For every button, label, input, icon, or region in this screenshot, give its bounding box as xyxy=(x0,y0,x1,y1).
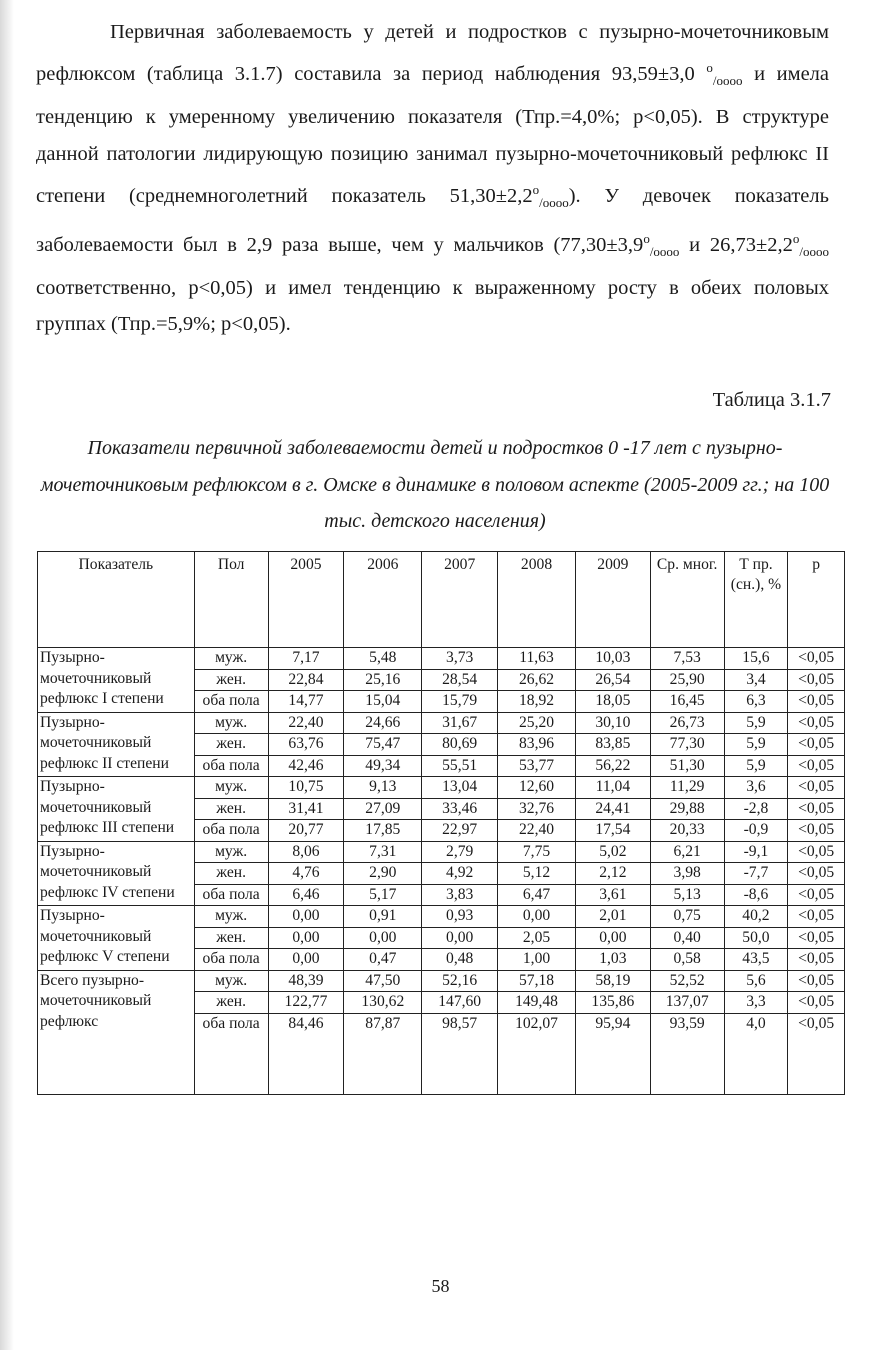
value-cell: 40,2 xyxy=(724,906,788,928)
value-cell: 0,40 xyxy=(650,927,724,949)
column-header: Т пр. (сн.), % xyxy=(724,552,788,648)
value-cell: 15,79 xyxy=(422,691,498,713)
value-cell: 47,50 xyxy=(344,970,422,992)
sex-cell: муж. xyxy=(194,777,268,799)
indicator-name: Пузырно-мочеточниковый рефлюкс III степени xyxy=(38,777,195,842)
value-cell: 84,46 xyxy=(268,1013,344,1094)
page-number: 58 xyxy=(431,1276,450,1296)
value-cell: 5,9 xyxy=(724,755,788,777)
incidence-table xyxy=(37,551,845,1095)
value-cell: 5,48 xyxy=(344,648,422,670)
table-row xyxy=(38,841,845,863)
value-cell: 52,16 xyxy=(422,970,498,992)
value-cell: 15,6 xyxy=(724,648,788,670)
value-cell: 0,75 xyxy=(650,906,724,928)
value-cell: 147,60 xyxy=(422,992,498,1014)
value-cell: 13,04 xyxy=(422,777,498,799)
value-cell: 0,58 xyxy=(650,949,724,971)
value-cell: <0,05 xyxy=(788,712,845,734)
value-cell: 122,77 xyxy=(268,992,344,1014)
value-cell: 4,92 xyxy=(422,863,498,885)
value-cell: 53,77 xyxy=(498,755,576,777)
table-row xyxy=(38,970,845,992)
value-cell: 12,60 xyxy=(498,777,576,799)
sex-cell: оба пола xyxy=(194,691,268,713)
value-cell: 25,16 xyxy=(344,669,422,691)
value-cell: 22,40 xyxy=(498,820,576,842)
column-header: Пол xyxy=(194,552,268,648)
value-cell: 32,76 xyxy=(498,798,576,820)
value-cell: 3,83 xyxy=(422,884,498,906)
value-cell: 3,3 xyxy=(724,992,788,1014)
value-cell: 31,41 xyxy=(268,798,344,820)
value-cell: 27,09 xyxy=(344,798,422,820)
value-cell: 16,45 xyxy=(650,691,724,713)
value-cell: 3,6 xyxy=(724,777,788,799)
value-cell: <0,05 xyxy=(788,863,845,885)
value-cell: 17,54 xyxy=(575,820,650,842)
sex-cell: оба пола xyxy=(194,820,268,842)
sex-cell: оба пола xyxy=(194,949,268,971)
value-cell: -8,6 xyxy=(724,884,788,906)
value-cell: <0,05 xyxy=(788,906,845,928)
table-header-row xyxy=(38,552,845,648)
value-cell: 4,76 xyxy=(268,863,344,885)
value-cell: 5,12 xyxy=(498,863,576,885)
indicator-name: Пузырно-мочеточниковый рефлюкс IV степени xyxy=(38,841,195,906)
sex-cell: жен. xyxy=(194,734,268,756)
value-cell: 0,00 xyxy=(268,949,344,971)
value-cell: 10,03 xyxy=(575,648,650,670)
value-cell: 102,07 xyxy=(498,1013,576,1094)
value-cell: <0,05 xyxy=(788,1013,845,1094)
value-cell: 11,29 xyxy=(650,777,724,799)
value-cell: 5,02 xyxy=(575,841,650,863)
page-binding-shadow xyxy=(0,0,14,1350)
value-cell: <0,05 xyxy=(788,669,845,691)
value-cell: 8,06 xyxy=(268,841,344,863)
value-cell: 14,77 xyxy=(268,691,344,713)
value-cell: 49,34 xyxy=(344,755,422,777)
sex-cell: оба пола xyxy=(194,1013,268,1094)
value-cell: <0,05 xyxy=(788,949,845,971)
value-cell: 0,91 xyxy=(344,906,422,928)
sex-cell: жен. xyxy=(194,669,268,691)
sex-cell: муж. xyxy=(194,712,268,734)
value-cell: <0,05 xyxy=(788,927,845,949)
value-cell: 26,54 xyxy=(575,669,650,691)
sex-cell: муж. xyxy=(194,906,268,928)
table-row xyxy=(38,648,845,670)
value-cell: 9,13 xyxy=(344,777,422,799)
column-header: 2008 xyxy=(498,552,576,648)
value-cell: 5,9 xyxy=(724,734,788,756)
value-cell: 18,05 xyxy=(575,691,650,713)
value-cell: 2,79 xyxy=(422,841,498,863)
value-cell: <0,05 xyxy=(788,992,845,1014)
value-cell: 15,04 xyxy=(344,691,422,713)
value-cell: 25,20 xyxy=(498,712,576,734)
value-cell: 7,75 xyxy=(498,841,576,863)
value-cell: <0,05 xyxy=(788,648,845,670)
value-cell: 2,05 xyxy=(498,927,576,949)
value-cell: 43,5 xyxy=(724,949,788,971)
value-cell: 93,59 xyxy=(650,1013,724,1094)
value-cell: 137,07 xyxy=(650,992,724,1014)
value-cell: 0,48 xyxy=(422,949,498,971)
value-cell: 22,97 xyxy=(422,820,498,842)
value-cell: 135,86 xyxy=(575,992,650,1014)
value-cell: 48,39 xyxy=(268,970,344,992)
value-cell: 3,4 xyxy=(724,669,788,691)
value-cell: 10,75 xyxy=(268,777,344,799)
value-cell: 1,00 xyxy=(498,949,576,971)
value-cell: 31,67 xyxy=(422,712,498,734)
column-header: р xyxy=(788,552,845,648)
value-cell: <0,05 xyxy=(788,798,845,820)
value-cell: <0,05 xyxy=(788,777,845,799)
sex-cell: жен. xyxy=(194,992,268,1014)
value-cell: 0,00 xyxy=(268,906,344,928)
value-cell: 18,92 xyxy=(498,691,576,713)
value-cell: 7,17 xyxy=(268,648,344,670)
value-cell: 28,54 xyxy=(422,669,498,691)
value-cell: 0,00 xyxy=(575,927,650,949)
value-cell: 63,76 xyxy=(268,734,344,756)
column-header: 2005 xyxy=(268,552,344,648)
value-cell: 6,3 xyxy=(724,691,788,713)
value-cell: 1,03 xyxy=(575,949,650,971)
value-cell: 57,18 xyxy=(498,970,576,992)
value-cell: 0,47 xyxy=(344,949,422,971)
sex-cell: муж. xyxy=(194,648,268,670)
value-cell: 0,00 xyxy=(422,927,498,949)
value-cell: 6,46 xyxy=(268,884,344,906)
value-cell: 2,12 xyxy=(575,863,650,885)
value-cell: <0,05 xyxy=(788,820,845,842)
value-cell: 3,61 xyxy=(575,884,650,906)
value-cell: 51,30 xyxy=(650,755,724,777)
value-cell: 77,30 xyxy=(650,734,724,756)
sex-cell: оба пола xyxy=(194,884,268,906)
value-cell: 2,90 xyxy=(344,863,422,885)
value-cell: <0,05 xyxy=(788,970,845,992)
value-cell: 20,77 xyxy=(268,820,344,842)
column-header: 2007 xyxy=(422,552,498,648)
column-header: Ср. мног. xyxy=(650,552,724,648)
value-cell: 29,88 xyxy=(650,798,724,820)
value-cell: 83,96 xyxy=(498,734,576,756)
value-cell: 6,21 xyxy=(650,841,724,863)
sex-cell: муж. xyxy=(194,841,268,863)
body-paragraph: Первичная заболеваемость у детей и подростков с пузырно-мочеточниковым рефлюксом (таблица 3.1.7) составила за период наблюдения 93,59±3,0 $^о_{/оооо}$ и имела тенденцию к умеренному увеличению показателя (Тпр.=4,0%; р<0,05). В структуре данной патологии лидирующую позицию занимал пузырно-мочеточниковый рефлюкс II степени (среднемноголетний показатель $51,30\pm 2,2^о_{/оооо}$). У девочек показатель заболеваемости был в 2,9 раза выше, чем у мальчиков ($77,30\pm 3,9^о_{/оооо}$ и $26,73\pm 2,2^о_{/оооо}$ соответственно, р<0,05) и имел тенденцию к выраженному росту в обеих половых группах (Тпр.=5,9%; р<0,05). xyxy=(36,21,829,336)
value-cell: 24,41 xyxy=(575,798,650,820)
value-cell: 2,01 xyxy=(575,906,650,928)
table-body xyxy=(38,648,845,1095)
value-cell: 56,22 xyxy=(575,755,650,777)
value-cell: -9,1 xyxy=(724,841,788,863)
sex-cell: жен. xyxy=(194,863,268,885)
value-cell: 17,85 xyxy=(344,820,422,842)
value-cell: -7,7 xyxy=(724,863,788,885)
value-cell: 0,00 xyxy=(498,906,576,928)
value-cell: 33,46 xyxy=(422,798,498,820)
value-cell: <0,05 xyxy=(788,841,845,863)
value-cell: 5,17 xyxy=(344,884,422,906)
value-cell: 7,31 xyxy=(344,841,422,863)
value-cell: 4,0 xyxy=(724,1013,788,1094)
value-cell: 5,9 xyxy=(724,712,788,734)
value-cell: 130,62 xyxy=(344,992,422,1014)
value-cell: -2,8 xyxy=(724,798,788,820)
value-cell: 3,98 xyxy=(650,863,724,885)
value-cell: 5,6 xyxy=(724,970,788,992)
value-cell: 58,19 xyxy=(575,970,650,992)
value-cell: <0,05 xyxy=(788,691,845,713)
value-cell: 26,62 xyxy=(498,669,576,691)
column-header: 2006 xyxy=(344,552,422,648)
value-cell: 0,93 xyxy=(422,906,498,928)
sex-cell: муж. xyxy=(194,970,268,992)
value-cell: 87,87 xyxy=(344,1013,422,1094)
value-cell: 20,33 xyxy=(650,820,724,842)
sex-cell: оба пола xyxy=(194,755,268,777)
value-cell: 30,10 xyxy=(575,712,650,734)
value-cell: <0,05 xyxy=(788,734,845,756)
sex-cell: жен. xyxy=(194,927,268,949)
value-cell: 11,04 xyxy=(575,777,650,799)
column-header: 2009 xyxy=(575,552,650,648)
value-cell: 0,00 xyxy=(268,927,344,949)
value-cell: -0,9 xyxy=(724,820,788,842)
table-row xyxy=(38,906,845,928)
value-cell: 52,52 xyxy=(650,970,724,992)
table-label: Таблица 3.1.7 xyxy=(712,389,831,411)
value-cell: 25,90 xyxy=(650,669,724,691)
indicator-name: Пузырно-мочеточниковый рефлюкс II степени xyxy=(38,712,195,777)
value-cell: 83,85 xyxy=(575,734,650,756)
value-cell: 26,73 xyxy=(650,712,724,734)
value-cell: <0,05 xyxy=(788,755,845,777)
value-cell: 7,53 xyxy=(650,648,724,670)
value-cell: 11,63 xyxy=(498,648,576,670)
value-cell: 5,13 xyxy=(650,884,724,906)
indicator-name: Пузырно-мочеточниковый рефлюкс I степени xyxy=(38,648,195,713)
value-cell: 75,47 xyxy=(344,734,422,756)
value-cell: 3,73 xyxy=(422,648,498,670)
indicator-name: Пузырно-мочеточниковый рефлюкс V степени xyxy=(38,906,195,971)
value-cell: 95,94 xyxy=(575,1013,650,1094)
value-cell: <0,05 xyxy=(788,884,845,906)
value-cell: 55,51 xyxy=(422,755,498,777)
column-header: Показатель xyxy=(38,552,195,648)
value-cell: 6,47 xyxy=(498,884,576,906)
value-cell: 24,66 xyxy=(344,712,422,734)
value-cell: 0,00 xyxy=(344,927,422,949)
table-row xyxy=(38,777,845,799)
table-row xyxy=(38,712,845,734)
sex-cell: жен. xyxy=(194,798,268,820)
value-cell: 22,40 xyxy=(268,712,344,734)
value-cell: 50,0 xyxy=(724,927,788,949)
indicator-name: Всего пузырно-мочеточниковый рефлюкс xyxy=(38,970,195,1094)
value-cell: 149,48 xyxy=(498,992,576,1014)
table-caption: Показатели первичной заболеваемости детей и подростков 0 -17 лет с пузырно-мочеточниковым рефлюксом в г. Омске в динамике в половом аспекте (2005-2009 гг.; на 100 тыс. детского населения) xyxy=(40,437,830,532)
value-cell: 42,46 xyxy=(268,755,344,777)
value-cell: 98,57 xyxy=(422,1013,498,1094)
value-cell: 22,84 xyxy=(268,669,344,691)
value-cell: 80,69 xyxy=(422,734,498,756)
